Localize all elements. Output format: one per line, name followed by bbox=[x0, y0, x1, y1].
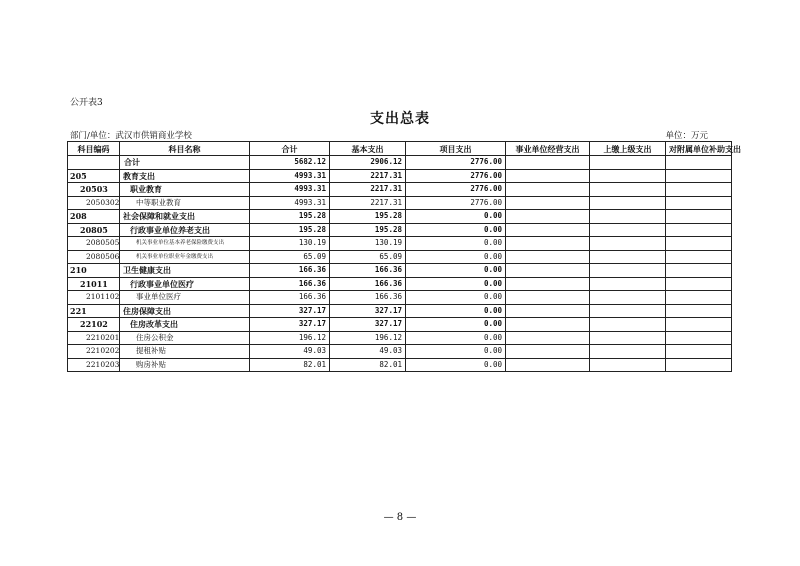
cell-basic: 196.12 bbox=[330, 331, 406, 345]
form-number: 公开表3 bbox=[70, 98, 103, 108]
cell-total: 130.19 bbox=[250, 237, 330, 251]
table-row bbox=[68, 345, 732, 359]
department-label: 部门/单位：武汉市供销商业学校 bbox=[70, 131, 192, 141]
table-row bbox=[68, 331, 732, 345]
cell-project: 0.00 bbox=[406, 358, 506, 372]
header-subsidy: 对附属单位补助支出 bbox=[666, 142, 732, 156]
cell-project: 2776.00 bbox=[406, 196, 506, 210]
cell-name: 机关事业单位基本养老保险缴费支出 bbox=[120, 237, 250, 251]
cell-code: 22102 bbox=[68, 318, 120, 332]
cell-code: 20503 bbox=[68, 183, 120, 197]
table-row bbox=[68, 264, 732, 278]
cell-upper bbox=[590, 169, 666, 183]
header-business: 事业单位经营支出 bbox=[506, 142, 590, 156]
cell-biz bbox=[506, 237, 590, 251]
cell-basic: 195.28 bbox=[330, 223, 406, 237]
cell-code: 21011 bbox=[68, 277, 120, 291]
cell-total: 195.28 bbox=[250, 223, 330, 237]
cell-basic: 130.19 bbox=[330, 237, 406, 251]
cell-upper bbox=[590, 250, 666, 264]
cell-code: 20805 bbox=[68, 223, 120, 237]
cell-basic: 327.17 bbox=[330, 318, 406, 332]
cell-sub bbox=[666, 331, 732, 345]
table-row bbox=[68, 318, 732, 332]
cell-total: 166.36 bbox=[250, 291, 330, 305]
cell-code bbox=[68, 156, 120, 170]
cell-basic: 195.28 bbox=[330, 210, 406, 224]
cell-project: 0.00 bbox=[406, 291, 506, 305]
cell-upper bbox=[590, 358, 666, 372]
cell-biz bbox=[506, 358, 590, 372]
page-title: 支出总表 bbox=[370, 111, 430, 127]
cell-name: 教育支出 bbox=[120, 169, 250, 183]
cell-total: 327.17 bbox=[250, 318, 330, 332]
cell-upper bbox=[590, 291, 666, 305]
header-total: 合计 bbox=[250, 142, 330, 156]
cell-upper bbox=[590, 223, 666, 237]
cell-upper bbox=[590, 304, 666, 318]
cell-sub bbox=[666, 277, 732, 291]
table-body bbox=[68, 156, 732, 372]
header-upper: 上缴上级支出 bbox=[590, 142, 666, 156]
cell-basic: 2906.12 bbox=[330, 156, 406, 170]
cell-biz bbox=[506, 156, 590, 170]
cell-total: 327.17 bbox=[250, 304, 330, 318]
cell-name: 机关事业单位职业年金缴费支出 bbox=[120, 250, 250, 264]
cell-code: 2050302 bbox=[68, 196, 120, 210]
cell-biz bbox=[506, 277, 590, 291]
cell-upper bbox=[590, 183, 666, 197]
cell-sub bbox=[666, 304, 732, 318]
cell-basic: 82.01 bbox=[330, 358, 406, 372]
cell-biz bbox=[506, 331, 590, 345]
unit-label: 单位：万元 bbox=[665, 131, 708, 141]
cell-name: 住房改革支出 bbox=[120, 318, 250, 332]
expenditure-table bbox=[67, 141, 741, 372]
cell-basic: 166.36 bbox=[330, 277, 406, 291]
table-row bbox=[68, 304, 732, 318]
cell-upper bbox=[590, 331, 666, 345]
cell-name: 行政事业单位养老支出 bbox=[120, 223, 250, 237]
cell-sub bbox=[666, 183, 732, 197]
table-row bbox=[68, 291, 732, 305]
table-row bbox=[68, 156, 732, 170]
cell-total: 166.36 bbox=[250, 277, 330, 291]
cell-name: 卫生健康支出 bbox=[120, 264, 250, 278]
cell-project: 0.00 bbox=[406, 318, 506, 332]
header-project: 项目支出 bbox=[406, 142, 506, 156]
cell-sub bbox=[666, 156, 732, 170]
cell-biz bbox=[506, 210, 590, 224]
cell-biz bbox=[506, 345, 590, 359]
cell-total: 166.36 bbox=[250, 264, 330, 278]
cell-project: 0.00 bbox=[406, 264, 506, 278]
cell-upper bbox=[590, 210, 666, 224]
cell-basic: 2217.31 bbox=[330, 196, 406, 210]
cell-project: 0.00 bbox=[406, 210, 506, 224]
cell-sub bbox=[666, 210, 732, 224]
cell-sub bbox=[666, 345, 732, 359]
cell-biz bbox=[506, 183, 590, 197]
cell-sub bbox=[666, 318, 732, 332]
cell-biz bbox=[506, 318, 590, 332]
cell-total: 4993.31 bbox=[250, 169, 330, 183]
cell-code: 2210202 bbox=[68, 345, 120, 359]
cell-name: 职业教育 bbox=[120, 183, 250, 197]
cell-code: 2080506 bbox=[68, 250, 120, 264]
cell-code: 2210203 bbox=[68, 358, 120, 372]
cell-biz bbox=[506, 169, 590, 183]
cell-total: 65.09 bbox=[250, 250, 330, 264]
cell-project: 0.00 bbox=[406, 304, 506, 318]
cell-upper bbox=[590, 345, 666, 359]
cell-total: 4993.31 bbox=[250, 196, 330, 210]
cell-name: 行政事业单位医疗 bbox=[120, 277, 250, 291]
cell-basic: 65.09 bbox=[330, 250, 406, 264]
cell-basic: 49.03 bbox=[330, 345, 406, 359]
cell-upper bbox=[590, 318, 666, 332]
cell-total: 195.28 bbox=[250, 210, 330, 224]
cell-code: 2210201 bbox=[68, 331, 120, 345]
cell-sub bbox=[666, 169, 732, 183]
cell-upper bbox=[590, 264, 666, 278]
cell-total: 49.03 bbox=[250, 345, 330, 359]
cell-basic: 2217.31 bbox=[330, 169, 406, 183]
cell-basic: 2217.31 bbox=[330, 183, 406, 197]
cell-sub bbox=[666, 196, 732, 210]
cell-code: 2080505 bbox=[68, 237, 120, 251]
table-row bbox=[68, 250, 732, 264]
cell-upper bbox=[590, 277, 666, 291]
page-number: — 8 — bbox=[383, 512, 417, 523]
cell-sub bbox=[666, 250, 732, 264]
cell-project: 0.00 bbox=[406, 223, 506, 237]
cell-name: 住房公积金 bbox=[120, 331, 250, 345]
cell-code: 2101102 bbox=[68, 291, 120, 305]
cell-project: 0.00 bbox=[406, 237, 506, 251]
cell-project: 0.00 bbox=[406, 250, 506, 264]
table-row bbox=[68, 210, 732, 224]
cell-sub bbox=[666, 223, 732, 237]
cell-biz bbox=[506, 304, 590, 318]
cell-project: 0.00 bbox=[406, 277, 506, 291]
cell-total: 82.01 bbox=[250, 358, 330, 372]
header-name: 科目名称 bbox=[120, 142, 250, 156]
table-row bbox=[68, 183, 732, 197]
table-row bbox=[68, 223, 732, 237]
header-code: 科目编码 bbox=[68, 142, 120, 156]
cell-name: 社会保障和就业支出 bbox=[120, 210, 250, 224]
cell-total: 5682.12 bbox=[250, 156, 330, 170]
cell-sub bbox=[666, 291, 732, 305]
cell-biz bbox=[506, 196, 590, 210]
cell-code: 210 bbox=[68, 264, 120, 278]
cell-upper bbox=[590, 237, 666, 251]
table-row bbox=[68, 196, 732, 210]
cell-name: 提租补贴 bbox=[120, 345, 250, 359]
cell-basic: 166.36 bbox=[330, 291, 406, 305]
cell-project: 0.00 bbox=[406, 331, 506, 345]
cell-biz bbox=[506, 223, 590, 237]
cell-name: 中等职业教育 bbox=[120, 196, 250, 210]
cell-project: 2776.00 bbox=[406, 169, 506, 183]
cell-name: 购房补贴 bbox=[120, 358, 250, 372]
cell-upper bbox=[590, 156, 666, 170]
cell-basic: 327.17 bbox=[330, 304, 406, 318]
cell-project: 0.00 bbox=[406, 345, 506, 359]
table-row bbox=[68, 169, 732, 183]
cell-code: 208 bbox=[68, 210, 120, 224]
cell-biz bbox=[506, 250, 590, 264]
cell-sub bbox=[666, 358, 732, 372]
cell-name: 事业单位医疗 bbox=[120, 291, 250, 305]
cell-total: 196.12 bbox=[250, 331, 330, 345]
cell-biz bbox=[506, 291, 590, 305]
cell-name: 合计 bbox=[120, 156, 250, 170]
cell-project: 2776.00 bbox=[406, 156, 506, 170]
cell-sub bbox=[666, 237, 732, 251]
cell-code: 221 bbox=[68, 304, 120, 318]
cell-project: 2776.00 bbox=[406, 183, 506, 197]
cell-code: 205 bbox=[68, 169, 120, 183]
cell-basic: 166.36 bbox=[330, 264, 406, 278]
cell-upper bbox=[590, 196, 666, 210]
table-row bbox=[68, 358, 732, 372]
cell-total: 4993.31 bbox=[250, 183, 330, 197]
header-basic: 基本支出 bbox=[330, 142, 406, 156]
table-row bbox=[68, 237, 732, 251]
cell-name: 住房保障支出 bbox=[120, 304, 250, 318]
table-row bbox=[68, 277, 732, 291]
cell-biz bbox=[506, 264, 590, 278]
table-header-row bbox=[68, 142, 732, 156]
cell-sub bbox=[666, 264, 732, 278]
